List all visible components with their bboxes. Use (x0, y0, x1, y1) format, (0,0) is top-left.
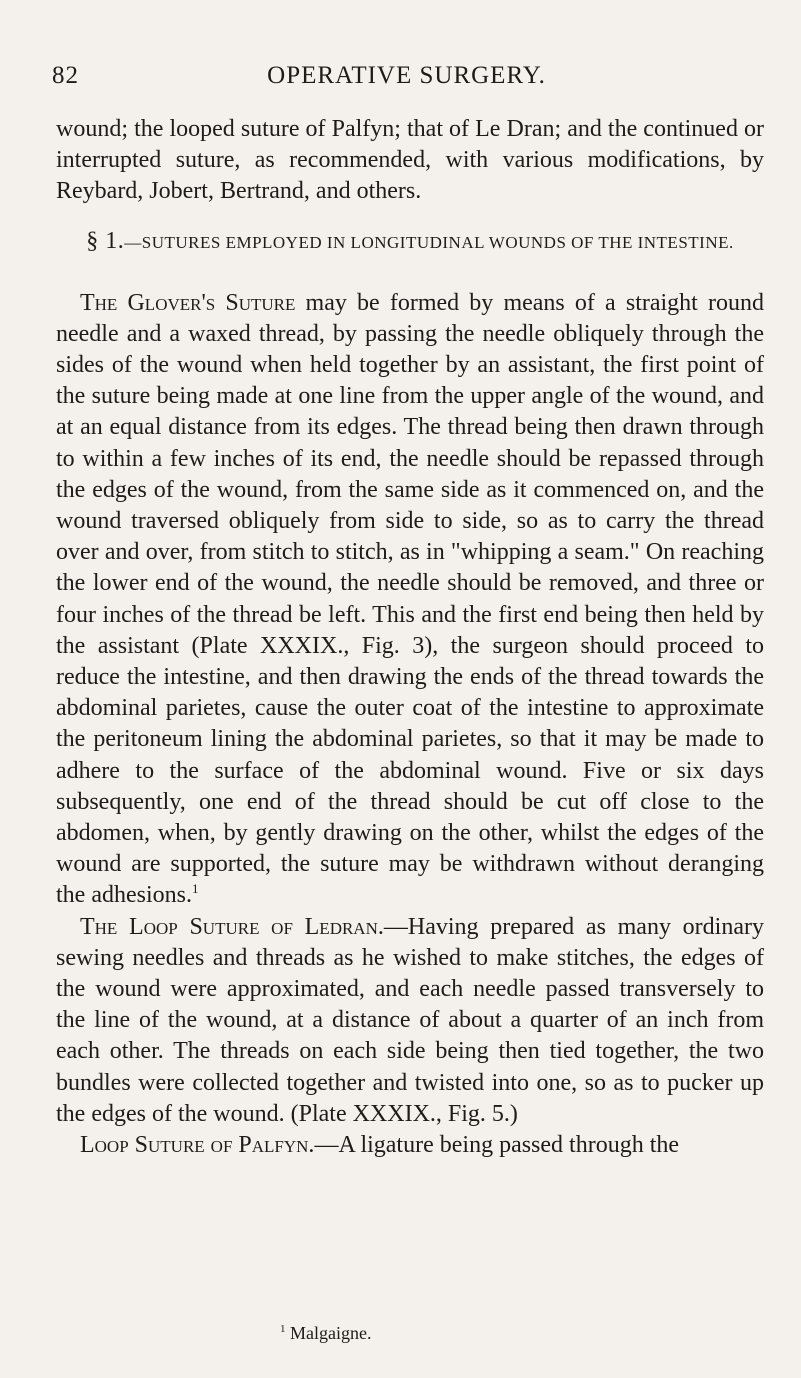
page-number: 82 (52, 62, 79, 89)
footnote-reference: 1 (191, 881, 199, 897)
paragraph-text: —Having prepared as many ordinary sewing needles and threads as he wished to make stitches, the edges of the wound were approximated, and each needle passed transversely to the line of the wound, at a distance of about a quarter of an inch from each other. The threads on each side being then tied together, the two bundles were collected together and twisted into one, so as to pucker up the edges of the wound. (Plate XXXIX., Fig. 5.) (56, 913, 764, 1127)
paragraph-text: may be formed by means of a straight round needle and a waxed thread, by passing the needle obliquely through the sides of the wound when held together by an assistant, the first point of the suture being made at one line from the upper angle of the wound, and at an equal distance from its edges. The thread being then drawn through to within a few inches of its end, the needle should be repassed through the edges of the wound, from the same side as it commenced on, and the wound traversed obliquely from side to side, so as to carry the thread over and over, from stitch to stitch, as in "whipping a seam." On reaching the lower end of the wound, the needle should be removed, and three or four inches of the thread be left. This and the first end being then held by the assistant (Plate XXXIX., Fig. 3), the surgeon should proceed to reduce the intestine, and then drawing the ends of the thread towards the abdominal parietes, cause the outer coat of the intestine to approximate the peritoneum lining the abdominal parietes, so that it may be made to adhere to the surface of the abdominal wound. Five or six days subsequently, one end of the thread should be cut off close to the abdomen, when, by gently drawing on the other, whilst the edges of the wound are supported, the suture may be withdrawn without deranging the adhesions. (56, 289, 764, 909)
section-title: —SUTURES EMPLOYED IN LONGITUDINAL WOUNDS OF THE INTESTINE. (124, 232, 734, 252)
footnote-marker: 1 (280, 1323, 286, 1335)
footnote-text: Malgaigne. (285, 1323, 372, 1343)
section-heading (56, 228, 764, 256)
body-text (56, 114, 764, 1161)
paragraph (56, 114, 764, 208)
run-in-heading: The Loop Suture of Ledran. (80, 913, 384, 940)
section-number: § 1. (86, 227, 125, 254)
paragraph-text: —A ligature being passed through the (314, 1132, 680, 1159)
run-in-heading: The Glover's Suture (80, 289, 296, 316)
paragraph-glovers-suture (56, 288, 764, 912)
paragraph-loop-suture-ledran (56, 912, 764, 1130)
run-in-heading: Loop Suture of Palfyn. (80, 1132, 315, 1159)
paragraph-text: wound; the looped suture of Palfyn; that of Le Dran; and the continued or interrupted suture, as recommended, with various modifications, by Reybard, Jobert, Bertrand, and others. (56, 116, 764, 205)
footnote (280, 1323, 371, 1344)
page-header (52, 62, 761, 92)
paragraph-loop-suture-palfyn (56, 1130, 764, 1161)
running-title: OPERATIVE SURGERY. (267, 62, 546, 89)
